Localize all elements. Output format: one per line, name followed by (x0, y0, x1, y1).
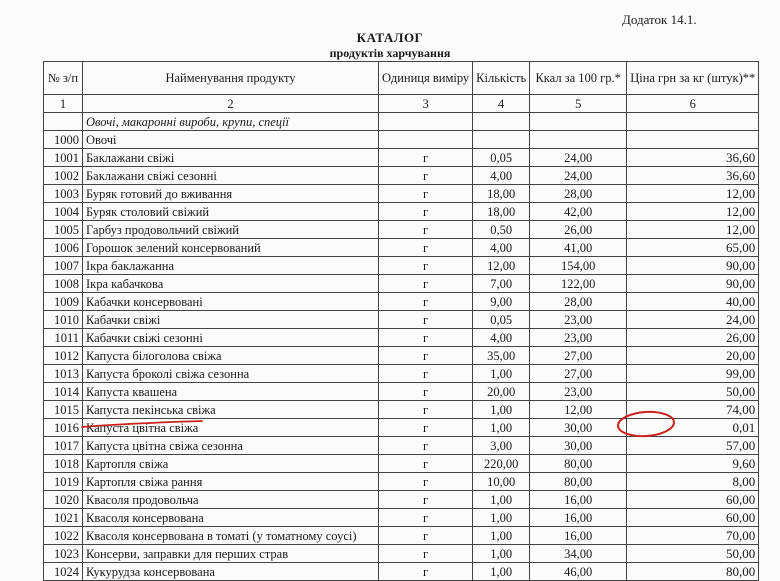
table-row (44, 239, 759, 257)
table-row (44, 275, 759, 293)
appendix-label: Додаток 14.1. (622, 12, 697, 27)
row-price: 60,00 (627, 509, 759, 527)
row-code: 1019 (44, 473, 83, 491)
row-kcal: 23,00 (530, 311, 627, 329)
row-price: 99,00 (627, 365, 759, 383)
row-product-name: Горошок зелений консервований (83, 239, 379, 257)
table-row (44, 419, 759, 437)
row-quantity: 1,00 (473, 509, 530, 527)
row-price: 12,00 (627, 221, 759, 239)
row-code: 1010 (44, 311, 83, 329)
row-price (627, 131, 759, 149)
row-kcal: 28,00 (530, 185, 627, 203)
table-row (44, 257, 759, 275)
row-product-name: Капуста пекінська свіжа (83, 401, 379, 419)
row-unit: г (379, 437, 473, 455)
row-kcal: 16,00 (530, 509, 627, 527)
row-kcal: 80,00 (530, 455, 627, 473)
row-code: 1004 (44, 203, 83, 221)
col-header-kcal: Ккал за 100 гр.* (530, 62, 627, 95)
catalog-title: КАТАЛОГ (356, 30, 424, 45)
row-product-name: Кабачки консервовані (83, 293, 379, 311)
table-row (44, 545, 759, 563)
row-product-name: Капуста броколі свіжа сезонна (83, 365, 379, 383)
col-number: 5 (530, 95, 627, 113)
row-quantity: 7,00 (473, 275, 530, 293)
row-unit: г (379, 563, 473, 581)
table-row (44, 509, 759, 527)
row-product-name: Капуста цвітна свіжа (83, 419, 379, 437)
row-quantity: 1,00 (473, 419, 530, 437)
row-quantity: 3,00 (473, 437, 530, 455)
table-row (44, 203, 759, 221)
row-unit: г (379, 293, 473, 311)
row-price: 12,00 (627, 185, 759, 203)
table-row (44, 311, 759, 329)
row-price: 60,00 (627, 491, 759, 509)
row-code: 1022 (44, 527, 83, 545)
row-unit: г (379, 527, 473, 545)
col-number: 3 (379, 95, 473, 113)
row-quantity: 220,00 (473, 455, 530, 473)
row-unit: г (379, 329, 473, 347)
row-price: 90,00 (627, 275, 759, 293)
row-quantity: 10,00 (473, 473, 530, 491)
row-quantity: 1,00 (473, 545, 530, 563)
row-code: 1015 (44, 401, 83, 419)
row-code: 1020 (44, 491, 83, 509)
row-product-name: Кукурудза консервована (83, 563, 379, 581)
row-unit: г (379, 257, 473, 275)
row-price: 0,01 (627, 419, 759, 437)
table-row (44, 491, 759, 509)
row-quantity: 1,00 (473, 365, 530, 383)
row-unit: г (379, 545, 473, 563)
row-code: 1008 (44, 275, 83, 293)
row-product-name: Кабачки свіжі сезонні (83, 329, 379, 347)
row-code: 1017 (44, 437, 83, 455)
row-kcal: 12,00 (530, 401, 627, 419)
table-row (44, 293, 759, 311)
row-unit: г (379, 185, 473, 203)
row-code: 1011 (44, 329, 83, 347)
row-unit: г (379, 401, 473, 419)
table-row (44, 365, 759, 383)
row-kcal: 28,00 (530, 293, 627, 311)
row-unit: г (379, 347, 473, 365)
table-row (44, 437, 759, 455)
row-unit: г (379, 203, 473, 221)
row-code: 1007 (44, 257, 83, 275)
row-price: 50,00 (627, 383, 759, 401)
row-code: 1012 (44, 347, 83, 365)
row-kcal: 122,00 (530, 275, 627, 293)
row-product-name: Буряк готовий до вживання (83, 185, 379, 203)
table-row (44, 131, 759, 149)
row-price: 26,00 (627, 329, 759, 347)
row-code: 1002 (44, 167, 83, 185)
row-product-name: Буряк столовий свіжий (83, 203, 379, 221)
col-number: 4 (473, 95, 530, 113)
row-price: 40,00 (627, 293, 759, 311)
row-kcal: 34,00 (530, 545, 627, 563)
table-row (44, 329, 759, 347)
row-unit: г (379, 383, 473, 401)
section-row (44, 113, 759, 131)
row-price: 20,00 (627, 347, 759, 365)
row-product-name: Картопля свіжа рання (83, 473, 379, 491)
row-price: 74,00 (627, 401, 759, 419)
row-unit: г (379, 473, 473, 491)
col-header-name: Найменування продукту (83, 62, 379, 95)
col-header-price: Ціна грн за кг (штук)** (627, 62, 759, 95)
row-unit: г (379, 509, 473, 527)
row-product-name: Капуста цвітна свіжа сезонна (83, 437, 379, 455)
row-unit: г (379, 275, 473, 293)
row-price: 70,00 (627, 527, 759, 545)
table-row (44, 563, 759, 581)
row-quantity: 18,00 (473, 185, 530, 203)
row-kcal: 16,00 (530, 491, 627, 509)
row-kcal: 154,00 (530, 257, 627, 275)
row-unit: г (379, 149, 473, 167)
row-quantity: 0,05 (473, 149, 530, 167)
row-quantity: 18,00 (473, 203, 530, 221)
row-kcal: 30,00 (530, 419, 627, 437)
table-row (44, 401, 759, 419)
row-quantity: 4,00 (473, 329, 530, 347)
row-product-name: Квасоля продовольча (83, 491, 379, 509)
row-product-name: Гарбуз продовольчий свіжий (83, 221, 379, 239)
row-product-name: Капуста квашена (83, 383, 379, 401)
table-row (44, 347, 759, 365)
row-quantity: 1,00 (473, 491, 530, 509)
row-quantity: 9,00 (473, 293, 530, 311)
row-price: 50,00 (627, 545, 759, 563)
row-unit: г (379, 221, 473, 239)
row-price: 65,00 (627, 239, 759, 257)
row-unit: г (379, 491, 473, 509)
row-unit: г (379, 311, 473, 329)
row-product-name: Квасоля консервована в томаті (у томатному соусі) (83, 527, 379, 545)
row-unit: г (379, 167, 473, 185)
row-unit: г (379, 419, 473, 437)
row-product-name: Капуста білоголова свіжа (83, 347, 379, 365)
row-unit (379, 131, 473, 149)
row-price: 9,60 (627, 455, 759, 473)
table-row (44, 455, 759, 473)
row-product-name: Ікра баклажанна (83, 257, 379, 275)
row-product-name: Баклажани свіжі сезонні (83, 167, 379, 185)
table-row (44, 185, 759, 203)
row-code: 1023 (44, 545, 83, 563)
row-kcal: 23,00 (530, 383, 627, 401)
row-kcal: 26,00 (530, 221, 627, 239)
row-code: 1005 (44, 221, 83, 239)
row-kcal: 46,00 (530, 563, 627, 581)
row-code: 1024 (44, 563, 83, 581)
row-price: 57,00 (627, 437, 759, 455)
row-quantity: 12,00 (473, 257, 530, 275)
section-title: Овочі, макаронні вироби, крупи, спеції (83, 113, 379, 131)
col-header-num: № з/п (44, 62, 83, 95)
row-quantity: 0,05 (473, 311, 530, 329)
row-price: 36,60 (627, 167, 759, 185)
row-code: 1000 (44, 131, 83, 149)
col-header-qty: Кількість (473, 62, 530, 95)
row-price: 12,00 (627, 203, 759, 221)
row-quantity: 4,00 (473, 239, 530, 257)
row-product-name: Ікра кабачкова (83, 275, 379, 293)
table-row (44, 383, 759, 401)
row-quantity: 1,00 (473, 563, 530, 581)
row-code: 1006 (44, 239, 83, 257)
row-kcal: 80,00 (530, 473, 627, 491)
row-code: 1021 (44, 509, 83, 527)
row-code: 1018 (44, 455, 83, 473)
row-code: 1003 (44, 185, 83, 203)
row-product-name: Овочі (83, 131, 379, 149)
row-kcal (530, 131, 627, 149)
row-product-name: Консерви, заправки для перших страв (83, 545, 379, 563)
row-price: 36,60 (627, 149, 759, 167)
col-number: 2 (83, 95, 379, 113)
row-quantity: 35,00 (473, 347, 530, 365)
row-code: 1016 (44, 419, 83, 437)
table-row (44, 167, 759, 185)
row-quantity: 20,00 (473, 383, 530, 401)
row-kcal: 30,00 (530, 437, 627, 455)
row-unit: г (379, 365, 473, 383)
row-price: 8,00 (627, 473, 759, 491)
row-code: 1001 (44, 149, 83, 167)
row-kcal: 23,00 (530, 329, 627, 347)
row-product-name: Квасоля консервована (83, 509, 379, 527)
row-quantity (473, 131, 530, 149)
catalog-subtitle: продуктів харчування (329, 46, 451, 60)
header-row (44, 62, 759, 95)
row-kcal: 41,00 (530, 239, 627, 257)
row-quantity: 4,00 (473, 167, 530, 185)
row-quantity: 0,50 (473, 221, 530, 239)
col-number: 6 (627, 95, 759, 113)
row-kcal: 16,00 (530, 527, 627, 545)
row-code: 1013 (44, 365, 83, 383)
catalog-table (43, 61, 759, 581)
row-unit: г (379, 455, 473, 473)
col-header-unit: Одиниця виміру (379, 62, 473, 95)
row-price: 80,00 (627, 563, 759, 581)
row-kcal: 42,00 (530, 203, 627, 221)
row-kcal: 24,00 (530, 149, 627, 167)
table-row (44, 527, 759, 545)
row-quantity: 1,00 (473, 401, 530, 419)
row-kcal: 27,00 (530, 365, 627, 383)
row-quantity: 1,00 (473, 527, 530, 545)
row-code: 1009 (44, 293, 83, 311)
col-number: 1 (44, 95, 83, 113)
table-row (44, 221, 759, 239)
row-product-name: Картопля свіжа (83, 455, 379, 473)
row-product-name: Баклажани свіжі (83, 149, 379, 167)
row-price: 24,00 (627, 311, 759, 329)
row-kcal: 24,00 (530, 167, 627, 185)
table-row (44, 149, 759, 167)
row-price: 90,00 (627, 257, 759, 275)
row-code: 1014 (44, 383, 83, 401)
row-kcal: 27,00 (530, 347, 627, 365)
row-unit: г (379, 239, 473, 257)
column-number-row (44, 95, 759, 113)
row-product-name: Кабачки свіжі (83, 311, 379, 329)
table-row (44, 473, 759, 491)
